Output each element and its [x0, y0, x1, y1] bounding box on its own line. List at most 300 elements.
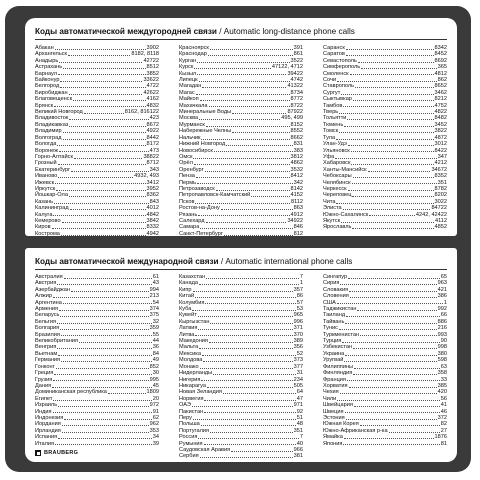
place-name: Петрозаводск — [179, 185, 215, 192]
place-name: Кыргызстан — [179, 318, 210, 325]
dialing-code: 49 — [152, 357, 159, 364]
dot-leader — [62, 428, 149, 433]
place-name: Грозный — [35, 160, 57, 167]
brand-name: BRAUBERG — [44, 450, 79, 456]
dot-leader — [360, 421, 440, 426]
dialing-code: 4912 — [290, 211, 303, 218]
dot-leader — [336, 135, 433, 140]
place-name: Магадан — [179, 83, 202, 90]
place-name: Монако — [179, 363, 199, 370]
dot-leader — [208, 51, 293, 56]
dot-leader — [347, 377, 440, 382]
dialing-code: 996 — [293, 318, 303, 325]
place-name: Самара — [179, 224, 200, 231]
place-name: Словакия — [323, 286, 349, 293]
place-name: Байконур — [35, 77, 60, 84]
dot-leader — [231, 447, 292, 452]
list-item — [323, 441, 447, 447]
dot-leader — [108, 389, 146, 394]
place-name: Вьетнам — [35, 350, 58, 357]
place-name: Махачкала — [179, 102, 208, 109]
dot-leader — [193, 415, 296, 420]
place-name: Сургут — [323, 89, 341, 96]
dialing-code: 4932, 493 — [134, 173, 159, 180]
dialing-code: 8692 — [434, 57, 447, 64]
dialing-code: 64 — [296, 389, 303, 396]
place-name: Ярославль — [323, 224, 352, 231]
international-heading — [35, 257, 352, 266]
dot-leader — [194, 64, 271, 69]
dot-leader — [62, 421, 149, 426]
list-item — [179, 231, 303, 237]
dialing-code: 356 — [293, 344, 303, 351]
dialing-code: 8332 — [146, 224, 159, 231]
place-name: Чехия — [323, 389, 339, 396]
place-name: Минеральные Воды — [179, 109, 232, 116]
place-name: Красноярск — [179, 45, 209, 51]
dialing-code: 972 — [149, 402, 159, 409]
dot-leader — [206, 274, 299, 279]
place-name: Уругвай — [323, 357, 344, 364]
dialing-code: 7 — [299, 434, 303, 441]
dot-leader — [63, 135, 146, 140]
dialing-code: 383 — [293, 147, 303, 154]
dot-leader — [199, 77, 290, 82]
dialing-code: 423 — [149, 115, 159, 122]
long-distance-column — [35, 45, 159, 237]
place-name: Тунис — [323, 325, 338, 332]
dialing-code: 48 — [296, 421, 303, 428]
dot-leader — [60, 312, 148, 317]
dot-leader — [84, 109, 124, 114]
dialing-code: 358 — [437, 370, 447, 377]
dot-leader — [353, 96, 434, 101]
dot-leader — [345, 319, 436, 324]
dialing-code: 8412 — [290, 173, 303, 180]
international-divider — [35, 269, 447, 270]
place-name: Благовещенск — [35, 96, 73, 103]
dialing-code: 963 — [437, 280, 447, 287]
dot-leader — [58, 402, 149, 407]
dialing-code: 365 — [437, 64, 447, 71]
dot-leader — [197, 71, 286, 76]
dot-leader — [58, 173, 133, 178]
place-name: ОАЭ — [179, 402, 191, 409]
dot-leader — [70, 205, 146, 210]
place-name: Никарагуа — [179, 382, 206, 389]
place-name: Челябинск — [323, 179, 351, 186]
dialing-code: 831 — [293, 141, 303, 148]
place-name: Украина — [323, 350, 345, 357]
place-name: Латвия — [179, 325, 198, 332]
dot-leader — [343, 441, 439, 446]
place-name: Тверь — [323, 109, 339, 116]
place-name: Польша — [179, 421, 200, 428]
dialing-code: 3022 — [434, 198, 447, 205]
dialing-code: 421 — [437, 286, 447, 293]
place-name: Набережные Челны — [179, 128, 232, 135]
dialing-code: 82 — [440, 421, 447, 428]
dialing-code: 992 — [437, 306, 447, 313]
dialing-code: 47122, 4712 — [271, 64, 303, 71]
place-name: Болгария — [35, 325, 60, 332]
dot-leader — [56, 364, 149, 369]
dialing-code: 4162 — [146, 96, 159, 103]
place-name: Курган — [179, 57, 197, 64]
list-item — [35, 441, 159, 447]
dot-leader — [347, 115, 433, 120]
dialing-code: 92 — [296, 408, 303, 415]
list-item — [35, 231, 159, 237]
dialing-code: 3012 — [434, 141, 447, 148]
dialing-code: 84722 — [431, 205, 447, 212]
place-name: Псков — [179, 198, 195, 205]
dialing-code: 4922 — [146, 128, 159, 135]
dialing-code: 4862 — [290, 160, 303, 167]
dot-leader — [350, 71, 434, 76]
place-name: Пакистан — [179, 408, 204, 415]
dialing-code: 42622 — [143, 89, 159, 96]
place-name: Финляндия — [323, 370, 353, 377]
dot-leader — [54, 103, 145, 108]
dot-leader — [346, 51, 434, 56]
place-name: Сыктывкар — [323, 96, 352, 103]
place-name: Саратов — [323, 51, 345, 58]
dialing-code: 41322 — [287, 83, 303, 90]
place-name: Ставрополь — [323, 83, 355, 90]
dot-leader — [61, 332, 152, 337]
dialing-code: 3812 — [290, 153, 303, 160]
dialing-code: 4822 — [434, 109, 447, 116]
dialing-code: 495, 499 — [281, 115, 303, 122]
dot-leader — [54, 199, 149, 204]
dialing-code: 962 — [149, 421, 159, 428]
dialing-code: 3462 — [434, 89, 447, 96]
place-name: Ирландия — [35, 427, 61, 434]
dot-leader — [53, 377, 148, 382]
dialing-code: 52 — [296, 350, 303, 357]
dot-leader — [209, 103, 290, 108]
dot-leader — [354, 402, 440, 407]
dot-leader — [251, 192, 289, 197]
list-item — [323, 224, 447, 230]
place-name: Кувейт — [179, 312, 197, 319]
dot-leader — [71, 167, 148, 172]
dot-leader — [210, 45, 293, 50]
dot-leader — [200, 453, 293, 458]
dialing-code: 7 — [299, 274, 303, 280]
place-name: Венгрия — [35, 344, 57, 351]
dialing-code: 8712 — [146, 160, 159, 167]
dialing-code: 391 — [293, 45, 303, 51]
dialing-code: 8512 — [146, 64, 159, 71]
dialing-code: 8482 — [434, 115, 447, 122]
dialing-code: 420 — [437, 389, 447, 396]
dialing-code: 8772 — [290, 96, 303, 103]
dot-leader — [199, 344, 292, 349]
dialing-code: 33622 — [143, 77, 159, 84]
dialing-code: 34672 — [431, 166, 447, 173]
place-name: Бельгия — [35, 318, 56, 325]
dialing-code: 38822 — [143, 153, 159, 160]
dialing-code: 380 — [437, 350, 447, 357]
long-distance-heading — [35, 27, 355, 36]
place-name: Тайвань — [323, 318, 345, 325]
dialing-code: 54 — [152, 299, 159, 306]
place-name: Ханты-Мансийск — [323, 166, 367, 173]
dot-leader — [69, 122, 145, 127]
place-name: Владимир — [35, 128, 62, 135]
dot-leader — [197, 58, 289, 63]
place-name: Словения — [323, 293, 349, 300]
place-name: Нижний Новгород — [179, 141, 226, 148]
dot-leader — [343, 103, 433, 108]
dot-leader — [201, 377, 292, 382]
place-name: Краснодар — [179, 51, 207, 58]
place-name: Австралия — [35, 274, 63, 280]
place-name: Хорватия — [323, 382, 348, 389]
dialing-code: 598 — [437, 357, 447, 364]
place-name: Улан-Удэ — [323, 141, 347, 148]
dot-leader — [201, 421, 296, 426]
dot-leader — [198, 212, 289, 217]
dot-leader — [357, 306, 436, 311]
dialing-code: 4722 — [146, 83, 159, 90]
dialing-code: 32 — [152, 318, 159, 325]
dialing-code: 812 — [293, 230, 303, 237]
dot-leader — [207, 383, 293, 388]
dot-leader — [342, 338, 439, 343]
place-name: Перу — [179, 414, 192, 421]
place-name: Пенза — [179, 173, 195, 180]
place-name: Биробиджан — [35, 89, 68, 96]
place-name: Брянск — [35, 102, 54, 109]
international-column — [179, 274, 303, 460]
place-name: Туркменистан — [323, 331, 360, 338]
place-name: Элиста — [323, 205, 342, 212]
place-name: Магас — [179, 89, 195, 96]
dot-leader — [59, 58, 142, 63]
dialing-code: 374 — [149, 306, 159, 313]
dot-leader — [353, 173, 434, 178]
dot-leader — [339, 128, 433, 133]
dialing-code: 40 — [296, 440, 303, 447]
dot-leader — [59, 306, 149, 311]
place-name: Израиль — [35, 402, 58, 409]
place-name: Саудовская Аравия — [179, 446, 231, 453]
dot-leader — [57, 141, 145, 146]
dot-leader — [57, 280, 152, 285]
place-name: Чили — [323, 395, 337, 402]
place-name: Китай — [179, 293, 195, 300]
place-name: США — [323, 299, 336, 306]
dot-leader — [199, 280, 299, 285]
place-name: Греция — [35, 370, 54, 377]
dot-leader — [335, 154, 436, 159]
place-name: Иордания — [35, 421, 61, 428]
dot-leader — [193, 154, 289, 159]
dialing-code: 3532 — [290, 166, 303, 173]
dot-leader — [202, 351, 296, 356]
dot-leader — [369, 212, 415, 217]
dialing-code: 8452 — [434, 51, 447, 58]
place-name: Нидерланды — [179, 370, 213, 377]
place-name: Липецк — [179, 77, 198, 84]
dialing-code: 4832 — [146, 102, 159, 109]
place-name: Швейцария — [323, 402, 353, 409]
dialing-code: 87922 — [287, 109, 303, 116]
place-name: Вологда — [35, 141, 57, 148]
dot-leader — [346, 45, 434, 50]
dot-leader — [344, 434, 434, 439]
long-distance-column — [323, 45, 447, 237]
place-name: Сербия — [179, 453, 199, 460]
dialing-code: 31 — [296, 370, 303, 377]
dot-leader — [216, 186, 290, 191]
place-name: Хабаровск — [323, 160, 351, 167]
place-name: Доминиканская республика — [35, 389, 107, 396]
dot-leader — [63, 64, 145, 69]
dot-leader — [59, 148, 149, 153]
place-name: Индонезия — [35, 414, 64, 421]
place-name: Эстония — [323, 414, 345, 421]
dot-leader — [193, 287, 293, 292]
dialing-code: 8112 — [290, 198, 303, 205]
dialing-code: 994 — [149, 286, 159, 293]
dot-leader — [341, 90, 433, 95]
dot-leader — [202, 83, 286, 88]
place-name: Норвегия — [179, 395, 204, 402]
place-name: Румыния — [179, 440, 203, 447]
dot-leader — [232, 109, 286, 114]
dot-leader — [196, 173, 290, 178]
dialing-code: 53 — [296, 306, 303, 313]
dot-leader — [351, 148, 434, 153]
place-name: Сингапур — [323, 274, 348, 280]
place-name: Филиппины — [323, 363, 354, 370]
dialing-code: 1 — [443, 299, 447, 306]
dot-leader — [224, 231, 293, 236]
dialing-code: 351 — [293, 427, 303, 434]
place-name: Черкесск — [323, 185, 347, 192]
dot-leader — [206, 218, 287, 223]
place-name: Швеция — [323, 408, 344, 415]
place-name: Иваново — [35, 173, 58, 180]
long-distance-title-en: Automatic long-distance phone calls — [223, 27, 355, 36]
dialing-code: 4872 — [434, 134, 447, 141]
place-name: Египет — [35, 395, 53, 402]
dot-leader — [344, 357, 436, 362]
dialing-code: 46 — [440, 408, 447, 415]
place-name: Гонконг — [35, 363, 55, 370]
dialing-code: 61 — [152, 274, 159, 280]
dot-leader — [358, 58, 434, 63]
dialing-code: 8172 — [146, 141, 159, 148]
dialing-code: 843 — [149, 198, 159, 205]
dot-leader — [52, 224, 146, 229]
dialing-code: 8652 — [434, 83, 447, 90]
dialing-code: 846 — [293, 224, 303, 231]
place-name: Уфа — [323, 153, 335, 160]
dialing-code: 8442 — [146, 134, 159, 141]
place-name: Великий Новгород — [35, 109, 83, 116]
dialing-code: 62 — [152, 414, 159, 421]
place-name: Москва — [179, 115, 199, 122]
dialing-code: 3412 — [146, 179, 159, 186]
dialing-code: 966 — [293, 446, 303, 453]
dot-leader — [63, 300, 152, 305]
place-name: Тольятти — [323, 115, 347, 122]
dialing-code: 36 — [152, 344, 159, 351]
dialing-code: 357 — [293, 286, 303, 293]
dialing-code: 342 — [293, 179, 303, 186]
place-name: Орёл — [179, 160, 193, 167]
dialing-code: 995 — [149, 376, 159, 383]
dialing-code: 4242, 42422 — [415, 211, 447, 218]
dialing-code: 81 — [440, 440, 447, 447]
place-name: Великобритания — [35, 338, 78, 345]
dialing-code: 359 — [149, 325, 159, 332]
place-name: Волгоград — [35, 134, 62, 141]
long-distance-title-ru: Коды автоматической междугородней связи — [35, 27, 217, 36]
place-name: Ростов-на-Дону — [179, 205, 220, 212]
dot-leader — [198, 325, 292, 330]
place-name: Калуга — [35, 211, 53, 218]
international-column — [35, 274, 159, 460]
dot-leader — [341, 218, 434, 223]
dialing-code: 4152 — [290, 192, 303, 199]
dot-leader — [204, 396, 295, 401]
dot-leader — [352, 192, 433, 197]
dot-leader — [200, 364, 293, 369]
dot-leader — [343, 205, 431, 210]
dot-leader — [195, 293, 296, 298]
long-distance-column — [179, 45, 303, 237]
place-name: Киров — [35, 224, 51, 231]
dialing-code: 55 — [152, 331, 159, 338]
dialing-code: 852 — [149, 363, 159, 370]
international-title-ru: Коды автоматической международной связи — [35, 257, 219, 266]
dot-leader — [56, 186, 145, 191]
dot-leader — [198, 312, 293, 317]
dialing-code: 4012 — [146, 205, 159, 212]
dot-leader — [348, 141, 434, 146]
dot-leader — [69, 90, 143, 95]
dialing-code: 993 — [437, 331, 447, 338]
place-name: Чита — [323, 198, 336, 205]
dot-leader — [71, 287, 149, 292]
dot-leader — [54, 370, 151, 375]
dialing-code: 8342 — [434, 45, 447, 51]
dialing-code: 84 — [152, 350, 159, 357]
dialing-code: 8142 — [290, 185, 303, 192]
dialing-code: 385 — [437, 382, 447, 389]
dot-leader — [210, 428, 293, 433]
dialing-code: 353 — [149, 427, 159, 434]
dialing-code: 8162, 816122 — [124, 109, 159, 116]
dot-leader — [348, 274, 440, 279]
dot-leader — [340, 389, 437, 394]
dialing-code: 4942 — [146, 230, 159, 237]
dialing-code: 861 — [293, 51, 303, 58]
dialing-code: 43 — [152, 280, 159, 287]
dialing-code: 1809 — [146, 389, 159, 396]
dialing-code: 3952 — [146, 185, 159, 192]
dialing-code: 4742 — [290, 77, 303, 84]
place-name: Испания — [35, 434, 58, 441]
place-name: Белгород — [35, 83, 60, 90]
dialing-code: 90 — [440, 338, 447, 345]
